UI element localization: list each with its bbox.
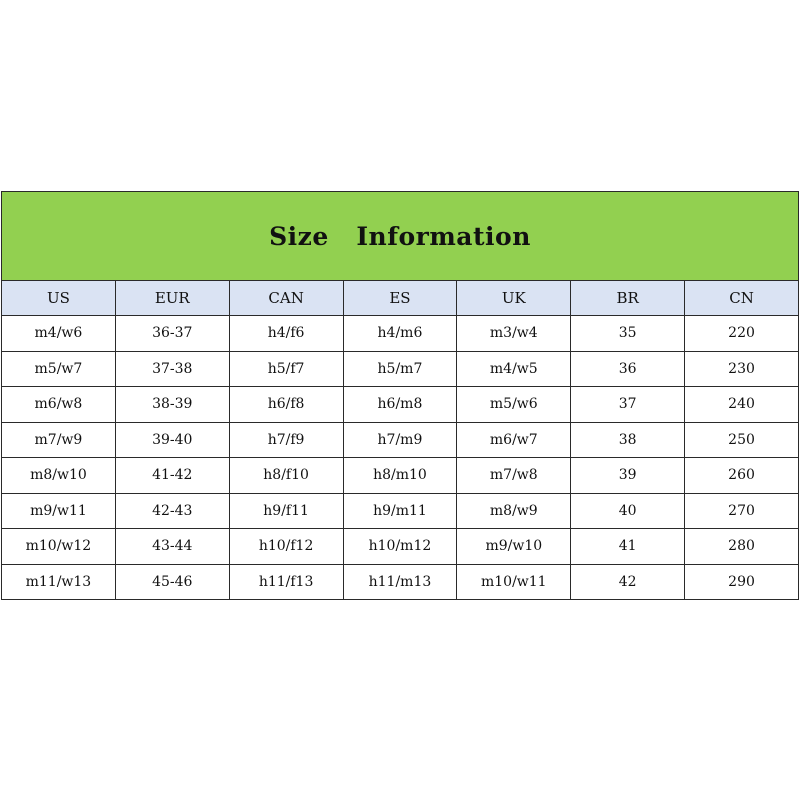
cell-eur: 45-46 — [115, 564, 229, 600]
cell-cn: 280 — [685, 529, 799, 565]
cell-eur: 39-40 — [115, 422, 229, 458]
cell-cn: 240 — [685, 387, 799, 423]
table-row — [2, 316, 799, 352]
table-row — [2, 387, 799, 423]
header-eur: EUR — [115, 281, 229, 316]
cell-eur: 43-44 — [115, 529, 229, 565]
cell-br: 42 — [571, 564, 685, 600]
header-es: ES — [343, 281, 457, 316]
cell-eur: 37-38 — [115, 351, 229, 387]
cell-us: m8/w10 — [2, 458, 116, 494]
cell-can: h10/f12 — [229, 529, 343, 565]
cell-eur: 36-37 — [115, 316, 229, 352]
header-row — [2, 281, 799, 316]
cell-es: h6/m8 — [343, 387, 457, 423]
cell-us: m4/w6 — [2, 316, 116, 352]
header-can: CAN — [229, 281, 343, 316]
table-row — [2, 493, 799, 529]
cell-cn: 290 — [685, 564, 799, 600]
cell-us: m7/w9 — [2, 422, 116, 458]
cell-us: m9/w11 — [2, 493, 116, 529]
cell-uk: m3/w4 — [457, 316, 571, 352]
cell-br: 37 — [571, 387, 685, 423]
size-information-table — [1, 191, 799, 600]
cell-es: h4/m6 — [343, 316, 457, 352]
cell-us: m5/w7 — [2, 351, 116, 387]
cell-uk: m4/w5 — [457, 351, 571, 387]
header-us: US — [2, 281, 116, 316]
cell-eur: 41-42 — [115, 458, 229, 494]
cell-us: m11/w13 — [2, 564, 116, 600]
cell-uk: m10/w11 — [457, 564, 571, 600]
cell-cn: 220 — [685, 316, 799, 352]
cell-es: h5/m7 — [343, 351, 457, 387]
table-row — [2, 458, 799, 494]
title-row — [2, 192, 799, 281]
header-br: BR — [571, 281, 685, 316]
header-cn: CN — [685, 281, 799, 316]
cell-cn: 230 — [685, 351, 799, 387]
cell-can: h8/f10 — [229, 458, 343, 494]
cell-uk: m5/w6 — [457, 387, 571, 423]
cell-can: h4/f6 — [229, 316, 343, 352]
cell-cn: 270 — [685, 493, 799, 529]
cell-eur: 42-43 — [115, 493, 229, 529]
cell-uk: m8/w9 — [457, 493, 571, 529]
cell-es: h7/m9 — [343, 422, 457, 458]
table-row — [2, 564, 799, 600]
cell-can: h5/f7 — [229, 351, 343, 387]
cell-uk: m7/w8 — [457, 458, 571, 494]
cell-uk: m9/w10 — [457, 529, 571, 565]
cell-br: 41 — [571, 529, 685, 565]
cell-cn: 260 — [685, 458, 799, 494]
cell-br: 36 — [571, 351, 685, 387]
table-title: Size Information — [2, 192, 799, 281]
cell-cn: 250 — [685, 422, 799, 458]
cell-es: h8/m10 — [343, 458, 457, 494]
cell-us: m6/w8 — [2, 387, 116, 423]
cell-can: h11/f13 — [229, 564, 343, 600]
cell-eur: 38-39 — [115, 387, 229, 423]
cell-es: h9/m11 — [343, 493, 457, 529]
table-row — [2, 351, 799, 387]
cell-us: m10/w12 — [2, 529, 116, 565]
cell-br: 38 — [571, 422, 685, 458]
cell-es: h11/m13 — [343, 564, 457, 600]
cell-br: 39 — [571, 458, 685, 494]
table-row — [2, 529, 799, 565]
cell-es: h10/m12 — [343, 529, 457, 565]
cell-can: h7/f9 — [229, 422, 343, 458]
cell-can: h6/f8 — [229, 387, 343, 423]
table-row — [2, 422, 799, 458]
cell-can: h9/f11 — [229, 493, 343, 529]
cell-br: 40 — [571, 493, 685, 529]
cell-uk: m6/w7 — [457, 422, 571, 458]
header-uk: UK — [457, 281, 571, 316]
cell-br: 35 — [571, 316, 685, 352]
